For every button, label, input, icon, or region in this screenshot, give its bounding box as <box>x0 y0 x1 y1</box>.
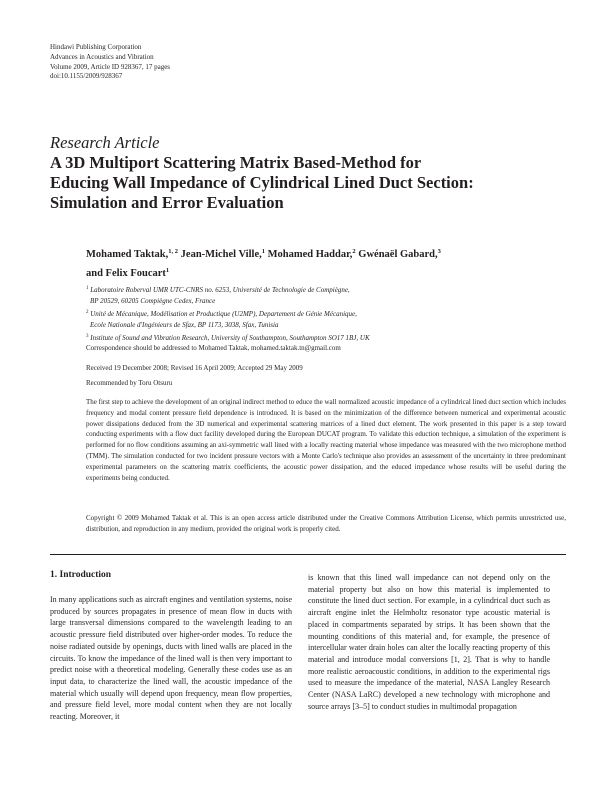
intro-column-right: is known that this lined wall impedance can not depend only on the material property but also on how this material is implemented to constitute the lined duct section. For example, in a cylindrical duct such as aircraft engine inlet the Helmholtz resonator type acoustic material is placed in compartments separated by strips. It has been shown that the mounting conditions of this material and, for example, the presence of intercellular water drain holes can alter the locally reacting property of this material and introduce modal conversions [1, 2]. That is why to handle more realistic aeroacoustic conditions, in addition to the experimental rigs used to measure the impedance of the material, NASA Langley Research Center (NASA LaRC) developed a new technology with microphone and source arrays [3–5] to conduct studies in multimodal propagation <box>308 573 550 711</box>
author-name: Jean-Michel Ville, <box>178 249 262 260</box>
affiliation-list <box>86 283 566 344</box>
author-line <box>86 263 566 282</box>
author-affiliation-mark: 3 <box>437 248 441 255</box>
publisher-name: Hindawi Publishing Corporation <box>50 43 142 51</box>
author-affiliation-mark: 1 <box>165 267 170 274</box>
affiliation-mark: 1 <box>86 286 89 291</box>
section-heading-introduction: 1. Introduction <box>50 570 112 580</box>
author-affiliation-mark: 2 <box>352 248 356 255</box>
affiliation-continued: Ecole Nationale d'Ingénieurs de Sfax, BP 1173, 3038, Sfax, Tunisia <box>90 321 279 329</box>
author-name: and Felix Foucart <box>86 268 166 279</box>
affiliation-text: Institute of Sound and Vibration Research, University of Southampton, Southampton SO17 1BJ, UK <box>90 334 370 342</box>
title-line: Educing Wall Impedance of Cylindrical Lined Duct Section: <box>50 173 474 192</box>
affiliation <box>86 283 566 296</box>
author-line <box>86 244 566 263</box>
abstract: The first step to achieve the development of an original indirect method to educe the wall normalized acoustic impedance of a cylindrical lined duct section which includes frequency and modal content pressure field dependence is introduced. It is based on the minimization of the difference between numerical and experimental acoustic power dissipations deduced from the 3D numerical and experimental scattering matrices of a lined duct element. The work presented in this paper is a step toward conducting experiments with a flow duct facility developed during the European DUCAT program. To validate this eduction technique, a simulation of the experiment is performed for no flow conditions assuming an axi-symmetric wall lined with a locally reacting material whose impedance was measured with the two microphone method (TMM). The simulation conducted for two incident pressure vectors with a Monte Carlo's technique also provides an assessment of the uncertainty in three predominant experimental parameters on the scattering matrix coefficients, the acoustic power dissipation, and the educed impedance whose results will be useful during the experiments being conducted. <box>86 398 566 482</box>
affiliation-continued: BP 20529, 60205 Compiègne Cedex, France <box>90 297 216 305</box>
article-type: Research Article <box>50 133 160 152</box>
volume-info: Volume 2009, Article ID 928367, 17 pages <box>50 62 171 71</box>
affiliation-mark: 3 <box>86 334 89 339</box>
author-affiliation-mark: 1, 2 <box>168 248 179 255</box>
author-affiliation-mark: 1 <box>261 248 265 255</box>
correspondence-note: Correspondence should be addressed to Mohamed Taktak, mohamed.taktak.tn@gmail.com <box>86 344 341 352</box>
copyright-notice: Copyright © 2009 Mohamed Taktak et al. This is an open access article distributed under the Creative Commons Attribution License, which permits unrestricted use, distribution, and reproduction in any medium, provided the original work is properly cited. <box>86 514 566 533</box>
journal-name: Advances in Acoustics and Vibration <box>50 52 154 61</box>
affiliation-text: Laboratoire Roberval UMR UTC-CNRS no. 6253, Université de Technologie de Compiègne, <box>90 286 350 294</box>
recommended-by: Recommended by Toru Otsuru <box>86 379 173 387</box>
author-list <box>86 244 566 282</box>
section-divider <box>50 554 566 555</box>
author-name: Mohamed Haddar, <box>264 249 353 260</box>
title-line: Simulation and Error Evaluation <box>50 193 284 212</box>
affiliation <box>86 307 566 320</box>
title-line: A 3D Multiport Scattering Matrix Based-Method for <box>50 153 422 172</box>
paper-title <box>50 153 570 213</box>
journal-header <box>50 43 350 82</box>
affiliation-text: Unité de Mécanique, Modélisation et Productique (U2MP), Departement de Génie Mécanique, <box>90 310 357 318</box>
intro-column-left: In many applications such as aircraft engines and ventilation systems, noise produced by sources propagates in presence of mean flow in ducts with large transversal dimensions compared to the wavelength leading to an acoustic pressure field distributed over higher-order modes. To reduce the noise radiated outside by openings, ducts with lined walls are placed in the circuits. To know the impedance of the lined wall is then very important to predict noise with a theoretical modeling. Generally these codes use as an input data, to characterize the lined wall, the acoustic impedance of the material which usually will depend upon frequency, mean flow properties, and pressure field level, more modal content when they are not locally reacting. Moreover, it <box>50 595 292 722</box>
affiliation-mark: 2 <box>86 310 89 315</box>
author-name: Gwénaël Gabard, <box>355 249 438 260</box>
doi-link[interactable]: doi:10.1155/2009/928367 <box>50 72 123 81</box>
author-name: Mohamed Taktak, <box>86 249 169 260</box>
received-dates: Received 19 December 2008; Revised 16 April 2009; Accepted 29 May 2009 <box>86 364 303 372</box>
